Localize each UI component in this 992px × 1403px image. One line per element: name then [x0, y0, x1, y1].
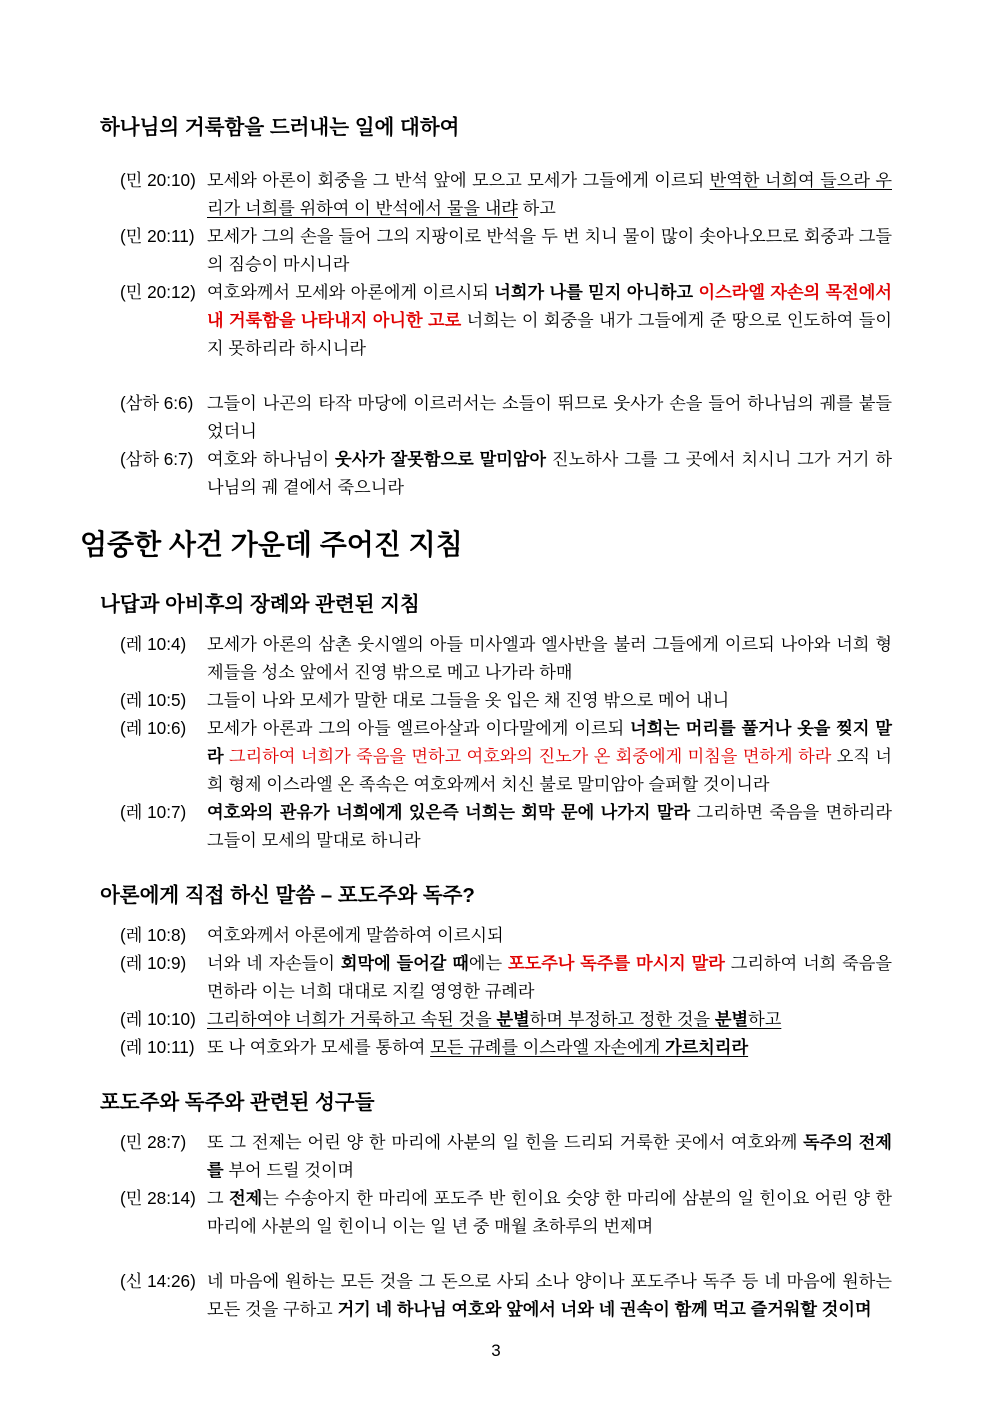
verse-text-segment: 그 — [207, 1188, 230, 1208]
heading-gods-holiness: 하나님의 거룩함을 드러내는 일에 대하여 — [100, 116, 460, 139]
verse-text-segment: 거기 네 하나님 여호와 앞에서 너와 네 권속이 함께 먹고 즐거워할 것이며 — [337, 1299, 872, 1319]
verse-text-segment: 그리하면 죽음을 면하리라 그들이 모세의 말대로 하니라 — [207, 802, 893, 850]
verse-text-segment: 오직 너희 형제 이스라엘 온 족속은 여호와께서 치신 불로 말미암아 슬퍼할 것이니라 — [207, 746, 892, 794]
verse-reference: (신 14:26) — [120, 1271, 196, 1291]
verse-text-segment: 여호와 하나님이 — [207, 449, 335, 469]
verse-text-segment: 포도주나 독주를 마시지 말라 — [507, 953, 725, 973]
verse-text-segment: 그리하여 너희 죽음을 면하라 이는 너희 대대로 지킬 영영한 규례라 — [207, 953, 892, 1001]
verse-row — [100, 630, 892, 686]
verse-text-segment: 웃사가 잘못함으로 말미암아 — [335, 449, 547, 469]
verse-text-segment: 가르치리라 — [665, 1037, 749, 1057]
verse-row — [100, 222, 892, 278]
verse-row — [100, 1005, 892, 1033]
verse-group — [100, 389, 892, 501]
verse-text-segment: 모세가 아론의 삼촌 웃시엘의 아들 미사엘과 엘사반을 불러 그들에게 이르되 나아와 너희 형제들을 성소 앞에서 진영 밖으로 메고 나가라 하매 — [207, 634, 892, 682]
verse-text-segment: 너희는 머리를 풀거나 옷을 찢지 말라 — [207, 718, 892, 766]
verse-row — [100, 798, 892, 854]
verse-text-segment: 너와 네 자손들이 — [207, 953, 341, 973]
verse-group — [100, 630, 892, 854]
verse-text-segment: 모세가 그의 손을 들어 그의 지팡이로 반석을 두 번 치니 물이 많이 솟아나오므로 회중과 그들의 짐승이 마시니라 — [207, 226, 892, 274]
verse-reference: (레 10:9) — [120, 953, 187, 973]
verse-reference: (레 10:5) — [120, 690, 187, 710]
verse-row — [100, 389, 892, 445]
verse-reference: (삼하 6:7) — [120, 449, 194, 469]
verse-reference: (민 28:7) — [120, 1132, 187, 1152]
verse-reference: (레 10:8) — [120, 925, 187, 945]
verse-text-segment: 이스라엘 자손의 목전에서 내 거룩함을 나타내지 아니한 고로 — [207, 282, 892, 330]
document-content — [80, 110, 893, 1323]
verse-row — [100, 1033, 892, 1061]
heading-instructions-amid-grave-events: 엄중한 사건 가운데 주어진 지침 — [80, 529, 463, 560]
verse-row — [100, 1267, 892, 1323]
verse-text-segment: 너희는 이 회중을 내가 그들에게 준 땅으로 인도하여 들이지 못하리라 하시니라 — [207, 310, 893, 358]
verse-text-segment: 진노하사 그를 그 곳에서 치시니 그가 거기 하나님의 궤 곁에서 죽으니라 — [207, 449, 892, 497]
verse-row — [100, 1128, 892, 1184]
verse-row — [100, 714, 892, 798]
verse-reference: (민 20:12) — [120, 282, 196, 302]
verse-text-segment: 전제 — [229, 1188, 263, 1208]
verse-group — [100, 166, 892, 362]
verse-row — [100, 921, 892, 949]
verse-text-segment: 분별 — [714, 1009, 749, 1029]
heading-words-to-aaron-wine-strong-drink: 아론에게 직접 하신 말씀 – 포도주와 독주? — [100, 884, 475, 907]
verse-text-segment: 하며 부정하고 정한 것을 — [529, 1009, 715, 1029]
verse-group — [100, 1128, 892, 1240]
verse-text-segment: 회막에 들어갈 때 — [340, 953, 469, 973]
verse-text-segment: 또 나 여호와가 모세를 통하여 — [207, 1037, 431, 1057]
verse-row — [100, 686, 892, 714]
verse-text-segment: 하고 — [748, 1009, 782, 1029]
verse-group — [100, 1267, 892, 1323]
verse-text-segment: 그리하여 너희가 죽음을 면하고 여호와의 진노가 온 회중에게 미침을 면하게 하라 — [223, 746, 832, 766]
verse-text-segment: 네 마음에 원하는 모든 것을 그 돈으로 사되 소나 양이나 포도주나 독주 등 네 마음에 원하는 모든 것을 구하고 — [207, 1271, 892, 1319]
verse-reference: (레 10:6) — [120, 718, 187, 738]
verse-text-segment: 분별 — [496, 1009, 530, 1029]
verse-reference: (삼하 6:6) — [120, 393, 194, 413]
verse-reference: (민 28:14) — [120, 1188, 196, 1208]
verse-row — [100, 278, 892, 362]
verse-reference: (레 10:11) — [120, 1037, 195, 1057]
verse-text-segment: 그리하여야 너희가 거룩하고 속된 것을 — [207, 1009, 497, 1029]
verse-text-segment: 여호와의 관유가 너희에게 있은즉 너희는 회막 문에 나가지 말라 — [207, 802, 691, 822]
verse-text-segment: 반역한 너희여 들으라 우리가 너희를 위하여 이 반석에서 물을 내랴 — [207, 170, 892, 218]
verse-reference: (민 20:11) — [120, 226, 195, 246]
verse-text-segment: 또 그 전제는 어린 양 한 마리에 사분의 일 힌을 드리되 거룩한 곳에서 여호와께 — [207, 1132, 804, 1152]
verse-text-segment: 부어 드릴 것이며 — [223, 1160, 355, 1180]
verse-row — [100, 166, 892, 222]
verse-reference: (민 20:10) — [120, 170, 196, 190]
verse-text-segment: 여호와께서 아론에게 말씀하여 이르시되 — [207, 925, 504, 945]
verse-text-segment: 독주의 전제를 — [207, 1132, 892, 1180]
verse-text-segment: 너희가 나를 믿지 아니하고 — [494, 282, 699, 302]
verse-text-segment: 모세와 아론이 회중을 그 반석 앞에 모으고 모세가 그들에게 이르되 — [207, 170, 710, 190]
verse-text-segment: 에는 — [468, 953, 508, 973]
verse-row — [100, 445, 892, 501]
verse-reference: (레 10:10) — [120, 1009, 196, 1029]
verse-group — [100, 921, 892, 1061]
verse-text-segment: 그들이 나곤의 타작 마당에 이르러서는 소들이 뛰므로 웃사가 손을 들어 하나님의 궤를 붙들었더니 — [207, 393, 892, 441]
heading-nadab-abihu-funeral: 나답과 아비후의 장례와 관련된 지침 — [100, 593, 420, 616]
heading-wine-strong-drink-verses: 포도주와 독주와 관련된 성구들 — [100, 1091, 375, 1114]
verse-text-segment: 모든 규례를 이스라엘 자손에게 — [430, 1037, 666, 1057]
verse-reference: (레 10:4) — [120, 634, 187, 654]
verse-text-segment: 여호와께서 모세와 아론에게 이르시되 — [207, 282, 495, 302]
page-number: 3 — [491, 1341, 501, 1360]
verse-row — [100, 1184, 892, 1240]
verse-text-segment: 그들이 나와 모세가 말한 대로 그들을 옷 입은 채 진영 밖으로 메어 내니 — [207, 690, 730, 710]
verse-row — [100, 949, 892, 1005]
verse-text-segment: 는 수송아지 한 마리에 포도주 반 힌이요 숫양 한 마리에 삼분의 일 힌이요 어린 양 한 마리에 사분의 일 힌이니 이는 일 년 중 매월 초하루의 번제며 — [207, 1188, 892, 1236]
verse-reference: (레 10:7) — [120, 802, 187, 822]
verse-text-segment: 하고 — [517, 198, 556, 218]
verse-text-segment: 모세가 아론과 그의 아들 엘르아살과 이다말에게 이르되 — [207, 718, 631, 738]
